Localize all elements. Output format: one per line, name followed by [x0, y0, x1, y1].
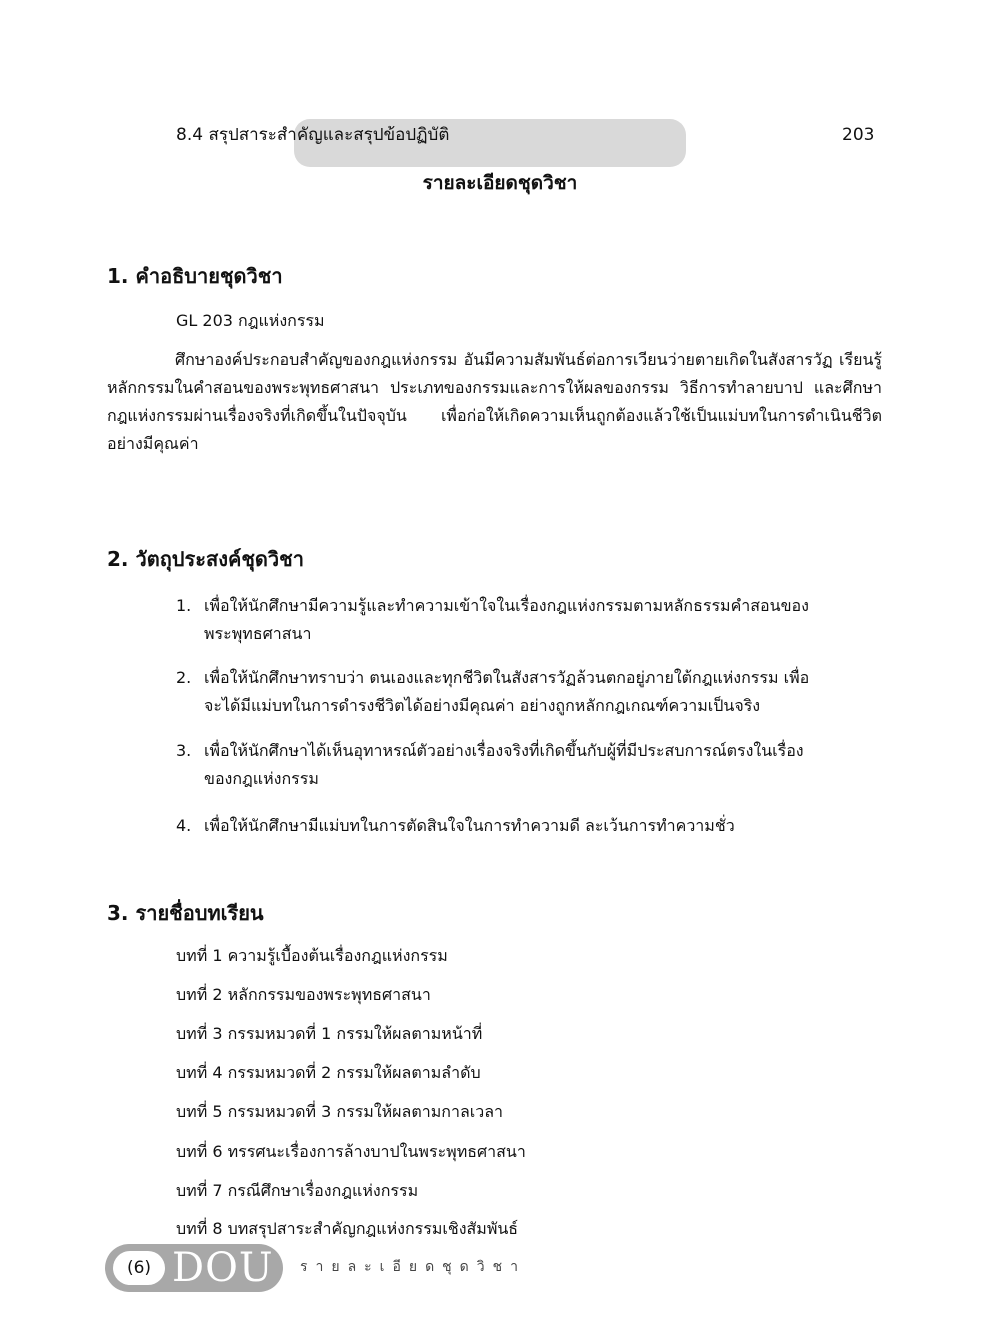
objective-number: 1.	[176, 596, 192, 615]
lesson-item: บทที่ 6 ทรรศนะเรื่องการล้างบาปในพระพุทธศาสนา	[176, 1142, 526, 1161]
running-title: 8.4 สรุปสาระสำคัญและสรุปข้อปฏิบัติ	[176, 125, 450, 145]
objective-number: 4.	[176, 816, 192, 835]
lesson-item: บทที่ 5 กรรมหมวดที่ 3 กรรมให้ผลตามกาลเวลา	[176, 1102, 503, 1121]
course-code: GL 203 กฎแห่งกรรม	[176, 311, 325, 330]
objective-text: เพื่อให้นักศึกษาทราบว่า ตนเองและทุกชีวิตในสังสารวัฏล้วนตกอยู่ภายใต้กฎแห่งกรรม เพื่อ	[204, 668, 810, 687]
footer-caption: รายละเอียดชุดวิชา	[300, 1259, 526, 1275]
lesson-item: บทที่ 2 หลักกรรมของพระพุทธศาสนา	[176, 985, 431, 1004]
lesson-item: บทที่ 8 บทสรุปสาระสำคัญกฎแห่งกรรมเชิงสัมพันธ์	[176, 1219, 519, 1238]
section-3-heading: 3. รายชื่อบทเรียน	[107, 901, 264, 925]
lesson-item: บทที่ 3 กรรมหมวดที่ 1 กรรมให้ผลตามหน้าที่	[176, 1024, 483, 1043]
objective-item	[176, 812, 882, 840]
lesson-item: บทที่ 1 ความรู้เบื้องต้นเรื่องกฎแห่งกรรม	[176, 946, 448, 965]
section-2-heading: 2. วัตถุประสงค์ชุดวิชา	[107, 547, 304, 571]
objective-text: เพื่อให้นักศึกษามีความรู้และทำความเข้าใจในเรื่องกฎแห่งกรรมตามหลักธรรมคำสอนของ	[204, 596, 809, 615]
objective-item	[176, 737, 882, 793]
objective-number: 2.	[176, 668, 192, 687]
objective-text-cont: พระพุทธศาสนา	[204, 624, 312, 643]
page-number: 203	[842, 125, 875, 145]
lesson-item: บทที่ 7 กรณีศึกษาเรื่องกฎแห่งกรรม	[176, 1181, 419, 1200]
document-title: รายละเอียดชุดวิชา	[422, 172, 578, 194]
footer-page-label: (6)	[113, 1251, 165, 1285]
footer-brand-logo: DOU	[172, 1245, 274, 1291]
objective-text: เพื่อให้นักศึกษามีแม่บทในการตัดสินใจในการทำความดี ละเว้นการทำความชั่ว	[204, 816, 735, 835]
objective-item	[176, 592, 882, 648]
section-1-heading: 1. คำอธิบายชุดวิชา	[107, 264, 283, 288]
objective-text: เพื่อให้นักศึกษาได้เห็นอุทาหรณ์ตัวอย่างเรื่องจริงที่เกิดขึ้นกับผู้ที่มีประสบการณ์ตรงในเรื่อง	[204, 741, 804, 760]
objective-text-cont: ของกฎแห่งกรรม	[204, 769, 319, 788]
course-description: ศึกษาองค์ประกอบสำคัญของกฎแห่งกรรม อันมีความสัมพันธ์ต่อการเวียนว่ายตายเกิดในสังสารวัฏ เรียนรู้หลักกรรมในคำสอนของพระพุทธศาสนา ประเภทของกรรมและการให้ผลของกรรม วิธีการทำลายบาป และศึกษากฎแห่งกรรมผ่านเรื่องจริงที่เกิดขึ้นในปัจจุบัน เพื่อก่อให้เกิดความเห็นถูกต้องแล้วใช้เป็นแม่บทในการดำเนินชีวิตอย่างมีคุณค่า	[107, 350, 882, 453]
objective-number: 3.	[176, 741, 192, 760]
objective-item	[176, 664, 882, 720]
objective-text-cont: จะได้มีแม่บทในการดำรงชีวิตได้อย่างมีคุณค่า อย่างถูกหลักกฎเกณฑ์ความเป็นจริง	[204, 696, 761, 715]
lesson-item: บทที่ 4 กรรมหมวดที่ 2 กรรมให้ผลตามลำดับ	[176, 1063, 481, 1082]
